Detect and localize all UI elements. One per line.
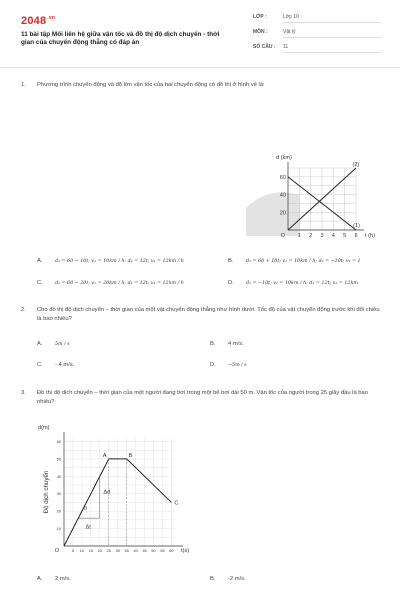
option-label: B. [210, 576, 216, 582]
tick-labels [38, 425, 189, 554]
x-tick-label: 60 [169, 549, 174, 553]
origin-label: O [54, 548, 59, 554]
y-tick-label: 50 [56, 457, 61, 462]
x-tick-label: 25 [106, 549, 111, 553]
series-label: (1) [353, 223, 360, 229]
grid [64, 438, 175, 546]
q3-option-b[interactable] [210, 576, 246, 582]
option-label: A. [37, 576, 43, 582]
meta-class-value: Lớp 10 [283, 14, 299, 20]
meta-count-key: SỐ CÂU : [253, 44, 276, 50]
origin-label: O [280, 233, 285, 239]
question-number: 2. [21, 307, 26, 313]
chart-q3 [34, 418, 209, 558]
x-axis-label: t(s) [181, 548, 190, 554]
option-text: d₁ = 60 + 10t; v₁ = 10km / h; d₂ = −10t; v₂ = 1 [246, 259, 361, 264]
x-tick-label: 6 [354, 233, 358, 239]
x-tick-label: 20 [97, 549, 102, 553]
option-text: d₁ = −10t; v₁ = 10km / h; d₂ = 12t; v₂ = 12km [246, 281, 358, 286]
annotation-label: α [83, 505, 87, 512]
document-header [0, 0, 400, 68]
x-tick-label: 15 [88, 549, 93, 553]
point-label: B [128, 452, 133, 459]
x-tick-label: 4 [331, 233, 335, 239]
y-tick-label: 20 [56, 509, 61, 514]
option-label: A. [37, 258, 43, 264]
x-tick-label: 55 [160, 549, 165, 553]
x-tick-label: 40 [133, 549, 138, 553]
y-tick-label: 10 [56, 527, 61, 532]
point-label: A [102, 452, 107, 459]
y-tick-label: 60 [56, 439, 61, 444]
x-tick-label: 5 [71, 549, 75, 553]
annotation-label: Δt [85, 524, 91, 531]
divider [283, 37, 381, 38]
y-tick-label: 30 [56, 492, 61, 497]
option-text: 4 m/s. [228, 341, 244, 347]
question-text: Phương trình chuyển động và độ lớn vận tốc của hai chuyển động có đồ thị ở hình vẽ là: [37, 82, 265, 88]
series [64, 453, 179, 546]
divider [283, 52, 381, 53]
option-text: d₁ = 60 − 20t; v₁ = 20km / h; d₂ = 12t; v₂ = 12km / h [55, 281, 184, 286]
option-label: A. [37, 341, 43, 347]
x-tick-label: 10 [79, 549, 85, 553]
q2-option-a[interactable] [37, 341, 70, 347]
question-number: 3. [21, 390, 26, 396]
option-text: d₁ = 60 − 10t; v₁ = 10km / h; d₂ = 12t; v₂ = 12km / h [55, 259, 184, 264]
meta-subject-value: Vật lý [283, 29, 296, 35]
x-tick-label: 35 [124, 549, 129, 553]
brand-logo[interactable]: $2048^{.vn}$ [21, 15, 56, 27]
document-title: 11 bài tập Mối liên hệ giữa vận tốc và đồ thị độ dịch chuyển - thời gian của chuyển động thẳng có đáp án [21, 31, 220, 47]
y-axis-label: d (km) [276, 155, 292, 161]
option-label: D. [210, 362, 216, 368]
meta-subject-key: MÔN : [253, 29, 268, 35]
x-axis-label: t (h) [365, 233, 375, 239]
option-label: C. [37, 362, 43, 368]
x-tick-label: 2 [309, 233, 313, 239]
option-text: 5m / s [55, 342, 70, 347]
option-text: 2 m/s. [55, 576, 71, 582]
x-tick-label: 1 [297, 233, 301, 239]
y-tick-label: 40 [56, 474, 61, 479]
q1-option-c[interactable] [37, 280, 184, 286]
x-tick-label: 3 [320, 233, 324, 239]
option-text: - 4 m/s. [55, 362, 75, 368]
question-text: Cho đồ thị độ dịch chuyển – thời gian của một vật chuyển động thẳng như hình dưới. Tốc độ của vật chuyển động trước khi đổi chiều là bao nhiêu? [37, 307, 380, 322]
divider [283, 22, 381, 23]
series-label: (2) [352, 162, 360, 168]
y-tick-label: 20 [279, 210, 286, 217]
annotation-label: Δd [103, 489, 111, 496]
chart-q1 [238, 148, 378, 240]
q1-option-d[interactable] [228, 280, 358, 286]
q3-option-a[interactable] [37, 576, 71, 582]
y-tick-label: 40 [279, 192, 286, 199]
x-tick-label: 30 [115, 549, 120, 553]
point-label: C [174, 500, 179, 507]
option-label: C. [37, 280, 43, 286]
question-number: 1. [21, 82, 26, 88]
meta-class-key: LỚP : [253, 14, 267, 20]
option-label: D. [228, 280, 234, 286]
option-label: B. [210, 341, 216, 347]
shaded-region [246, 192, 300, 236]
q2-option-b[interactable] [210, 341, 244, 347]
y-side-label: Độ dịch chuyển [43, 470, 50, 514]
q2-option-d[interactable] [210, 362, 247, 368]
meta-count-value: 11 [283, 44, 289, 50]
option-label: B. [228, 258, 234, 264]
y-axis-label: d(m) [38, 425, 50, 431]
q1-option-a[interactable] [37, 258, 184, 264]
x-tick-label: 45 [142, 549, 147, 553]
x-tick-label: 50 [151, 549, 156, 553]
y-tick-label: 60 [279, 174, 286, 181]
q1-option-b[interactable] [228, 258, 361, 264]
option-text: −5m / s [228, 363, 247, 368]
q2-option-c[interactable] [37, 362, 74, 368]
option-text: -2 m/s. [228, 576, 246, 582]
question-text: Đồ thị độ dịch chuyển – thời gian của một người đang bơi trong một bể bơi dài 50 m. Vận tốc của người trong 25 giây đầu là bao nhiêu? [37, 390, 368, 405]
x-tick-label: 5 [343, 233, 347, 239]
